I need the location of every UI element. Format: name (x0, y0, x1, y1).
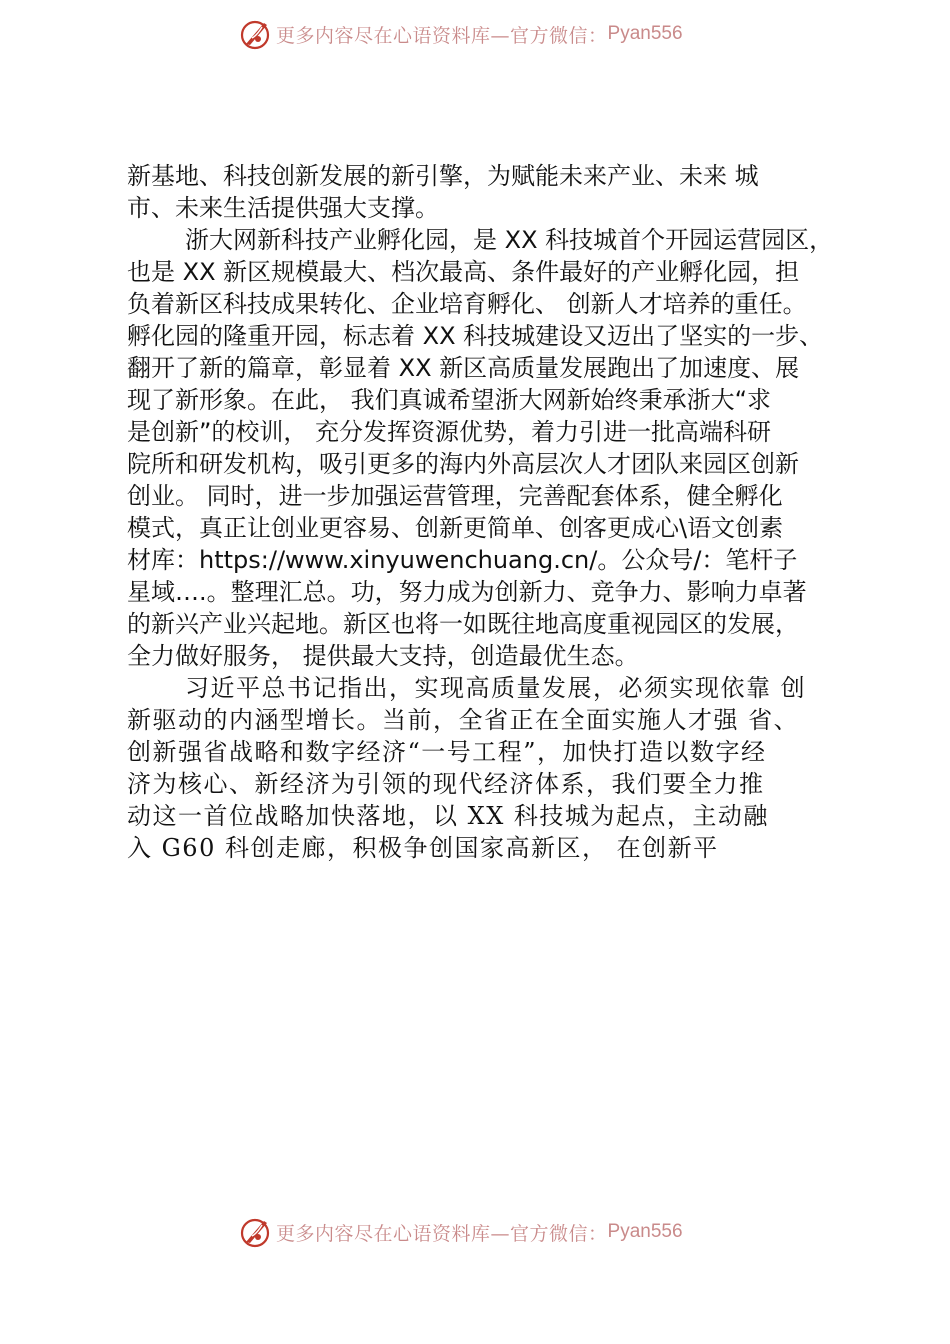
text-line: 模式，真正让创业更容易、创新更简单、创客更成心\语文创素 (127, 514, 784, 542)
text-line: 也是 XX 新区规模最大、档次最高、条件最好的产业孵化园，担 (127, 258, 800, 286)
paragraph-start: 浙大网新科技产业孵化园，是 XX 科技城首个开园运营园区， (185, 226, 834, 254)
paragraph-start: 习近平总书记指出，实现高质量发展，必须实现依靠 创 (185, 674, 807, 702)
text-line: 创业。 同时，进一步加强运营管理，完善配套体系，健全孵化 (127, 482, 783, 510)
text-line: 孵化园的隆重开园，标志着 XX 科技城建设又迈出了坚实的一步、 (127, 322, 824, 350)
quill-logo-icon (238, 1215, 272, 1249)
text-line: 市、未来生活提供强大支撑。 (127, 194, 439, 222)
text-line: 入 G60 科创走廊，积极争创国家高新区， 在创新平 (127, 834, 719, 862)
watermark-wechat-id: Pyan556 (607, 23, 683, 44)
text-line: 负着新区科技成果转化、企业培育孵化、 创新人才培养的重任。 (127, 290, 807, 318)
text-line: 动这一首位战略加快落地，以 XX 科技城为起点，主动融 (127, 802, 769, 830)
text-line: 创新强省战略和数字经济“一号工程”，加快打造以数字经 (127, 738, 767, 766)
text-line: 星域….。整理汇总。功，努力成为创新力、竞争力、影响力卓著 (127, 578, 807, 606)
text-line: 是创新”的校训， 充分发挥资源优势，着力引进一批高端科研 (127, 418, 772, 446)
text-line: 现了新形象。在此， 我们真诚希望浙大网新始终秉承浙大“求 (127, 386, 772, 414)
watermark-wechat-id: Pyan556 (607, 1221, 683, 1242)
text-line: 新驱动的内涵型增长。当前，全省正在全面实施人才强 省、 (127, 706, 800, 734)
watermark-text: 更多内容尽在心语资料库—官方微信： (276, 1222, 608, 1245)
quill-logo-icon (238, 17, 272, 51)
header-watermark (238, 16, 683, 52)
text-line: 新基地、科技创新发展的新引擎，为赋能未来产业、未来 城 (127, 162, 759, 190)
document-body (127, 160, 847, 864)
text-line: 全力做好服务， 提供最大支持，创造最优生态。 (127, 642, 639, 670)
footer-watermark (238, 1214, 683, 1250)
text-line: 翻开了新的篇章，彰显着 XX 新区高质量发展跑出了加速度、展 (127, 354, 800, 382)
text-line: 院所和研发机构，吸引更多的海内外高层次人才团队来园区创新 (127, 450, 799, 478)
text-line: 的新兴产业兴起地。新区也将一如既往地高度重视园区的发展， (127, 610, 799, 638)
text-line: 材库：https://www.xinyuwenchuang.cn/。公众号/：笔杆子 (127, 546, 798, 574)
watermark-text: 更多内容尽在心语资料库—官方微信： (276, 24, 608, 47)
text-line: 济为核心、新经济为引领的现代经济体系，我们要全力推 (127, 770, 765, 798)
